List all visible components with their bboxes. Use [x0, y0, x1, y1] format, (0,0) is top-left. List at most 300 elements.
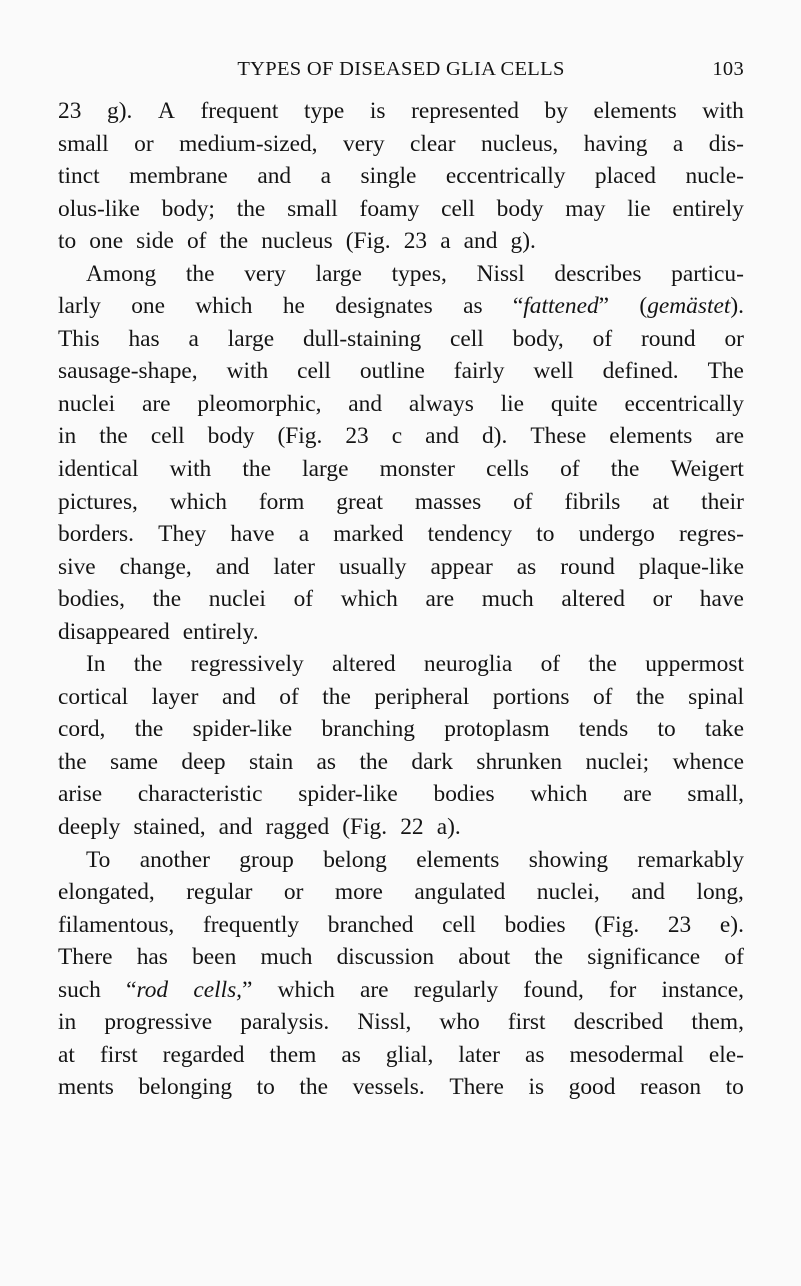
text-fragment: very [244, 260, 286, 287]
text-fragment: for [609, 976, 637, 1003]
word [720, 909, 744, 942]
word [587, 941, 700, 974]
text-fragment: first [99, 1041, 138, 1068]
text-fragment: ragged [265, 814, 330, 841]
text-fragment: neuroglia [423, 651, 513, 678]
word [449, 1071, 504, 1104]
word [361, 160, 417, 193]
word [86, 844, 110, 877]
word [662, 974, 744, 1007]
word [374, 681, 469, 714]
text-fragment: ele- [708, 1041, 744, 1068]
text-fragment: which [530, 781, 588, 808]
word [86, 648, 106, 681]
text-fragment: with [226, 358, 269, 385]
word [297, 355, 331, 388]
text-fragment: body [496, 195, 544, 222]
text-fragment: defined. [602, 358, 679, 385]
word [513, 486, 533, 519]
text-fragment: are [425, 586, 455, 613]
word [257, 160, 291, 193]
text-fragment: a [672, 130, 684, 157]
text-fragment: sive [58, 553, 96, 580]
word [425, 420, 459, 453]
text-line [58, 486, 744, 519]
word [239, 844, 294, 877]
text-fragment: layer [151, 683, 199, 710]
text-fragment: as [316, 748, 337, 775]
text-line [58, 909, 744, 942]
word [58, 420, 76, 453]
text-fragment: been [192, 944, 237, 971]
text-fragment: of [293, 586, 314, 613]
text-fragment: tinct [58, 163, 100, 190]
text-fragment: spider-like [298, 781, 398, 808]
text-fragment: entirely [672, 195, 744, 222]
text-line [58, 355, 744, 388]
text-fragment: and [221, 683, 256, 710]
text-fragment: the [635, 683, 665, 710]
word [702, 95, 744, 128]
text-fragment: A [157, 98, 175, 124]
word [579, 518, 655, 551]
text-line [58, 388, 744, 421]
word [58, 616, 176, 649]
word [58, 290, 101, 323]
text-fragment: described [573, 1009, 664, 1036]
word [58, 974, 101, 1007]
word [534, 941, 563, 974]
text-fragment: fibrils [564, 488, 621, 515]
text-fragment: take [705, 716, 744, 743]
text-fragment: are [141, 390, 171, 417]
text-fragment: “ [512, 293, 524, 320]
word [107, 95, 132, 128]
word [203, 909, 299, 942]
text-fragment: deeply [58, 814, 121, 841]
word [533, 355, 573, 388]
running-head [58, 58, 744, 88]
text-fragment: (Fig. [277, 423, 323, 450]
word [482, 420, 507, 453]
word [58, 551, 96, 584]
word [668, 909, 691, 942]
text-fragment: types, [391, 260, 447, 287]
text-line [58, 160, 744, 193]
text-fragment: Nissl [476, 260, 525, 287]
word [640, 1071, 701, 1104]
word [537, 876, 600, 909]
word [277, 420, 322, 453]
word [357, 1006, 411, 1039]
word [323, 844, 387, 877]
word [505, 909, 566, 942]
word [430, 551, 492, 584]
word [414, 876, 505, 909]
text-fragment: (Fig. [594, 911, 640, 938]
word [58, 1071, 114, 1104]
word [493, 681, 570, 714]
word [332, 648, 396, 681]
text-line [58, 258, 744, 291]
text-fragment: later [273, 553, 315, 580]
word [696, 876, 743, 909]
word [641, 323, 696, 356]
word [477, 258, 525, 291]
text-fragment: branching [321, 716, 415, 743]
text-fragment: To [86, 846, 111, 873]
text-fragment: clear [410, 130, 456, 157]
word [200, 95, 278, 128]
word [192, 941, 236, 974]
text-fragment: nuclei [58, 390, 116, 417]
running-title: TYPES OF DISEASED GLIA CELLS [237, 58, 565, 80]
text-fragment: the [133, 651, 163, 678]
word [302, 453, 348, 486]
word [273, 551, 315, 584]
text-fragment: has [128, 325, 160, 352]
text-fragment: lie [627, 195, 651, 222]
text-fragment: of [540, 651, 561, 678]
text-fragment: shrunken [476, 748, 563, 775]
text-fragment: more [334, 879, 383, 906]
word [346, 225, 397, 258]
text-fragment: paralysis. [240, 1009, 330, 1036]
text-fragment: same [109, 748, 159, 775]
text-fragment: “ [126, 976, 137, 1003]
text-fragment: cortical [58, 683, 129, 710]
text-fragment: frequently [202, 911, 300, 938]
text-fragment: long, [696, 879, 744, 906]
text-fragment: tendency [427, 521, 513, 548]
word [565, 193, 605, 226]
word [345, 420, 368, 453]
word [58, 355, 198, 388]
text-fragment: round [560, 553, 615, 580]
word [58, 160, 100, 193]
word [58, 323, 100, 356]
text-line [58, 648, 744, 681]
text-fragment: masses [414, 488, 482, 515]
text-fragment: type [304, 98, 345, 124]
word [528, 1071, 544, 1104]
word [152, 681, 199, 714]
text-fragment: nucle- [685, 163, 744, 190]
text-fragment: of [592, 325, 613, 352]
word [508, 1006, 546, 1039]
word [299, 518, 309, 551]
text-fragment: fairly [453, 358, 505, 385]
word [687, 778, 744, 811]
text-fragment: bodies [433, 781, 495, 808]
text-fragment: and [257, 163, 292, 190]
word [58, 1006, 76, 1039]
text-fragment: monster [379, 456, 455, 483]
word [360, 193, 420, 226]
text-fragment: eccentrically [624, 390, 744, 417]
text-line [58, 811, 744, 844]
word [708, 355, 744, 388]
word [179, 128, 317, 161]
italic-text: gemästet [647, 293, 731, 320]
text-fragment: characteristic [137, 781, 263, 808]
word [304, 95, 344, 128]
text-fragment: significance [587, 944, 701, 971]
text-fragment: quite [550, 390, 598, 417]
word [158, 518, 206, 551]
text-fragment: Among [86, 260, 157, 287]
word [541, 648, 561, 681]
word [424, 648, 512, 681]
word [658, 713, 676, 746]
text-line [58, 876, 744, 909]
word [476, 746, 562, 779]
word [463, 290, 483, 323]
text-fragment: have [699, 586, 744, 613]
word [303, 323, 421, 356]
word [317, 746, 337, 779]
text-fragment: which [277, 976, 335, 1003]
text-fragment: their [701, 488, 744, 515]
word [128, 323, 159, 356]
text-fragment: have [230, 521, 275, 548]
text-fragment: has [136, 944, 168, 971]
word [439, 1006, 479, 1039]
text-fragment: large [227, 325, 275, 352]
word [162, 193, 215, 226]
word [611, 453, 640, 486]
word [138, 778, 263, 811]
word [724, 323, 744, 356]
word [134, 648, 163, 681]
text-fragment: them, [691, 1009, 744, 1036]
word [237, 193, 266, 226]
text-line [58, 746, 744, 779]
text-fragment: cell [297, 358, 331, 385]
text-fragment: The [707, 358, 744, 385]
word [99, 420, 128, 453]
text-fragment: ( [639, 293, 648, 320]
text-fragment: side [136, 228, 174, 255]
text-fragment: very [343, 130, 385, 157]
text-line [58, 681, 744, 714]
text-fragment: cell [441, 195, 475, 222]
text-fragment: regressively [190, 651, 304, 678]
word [151, 420, 185, 453]
word [570, 1039, 684, 1072]
text-fragment: of [513, 488, 533, 515]
word [140, 844, 210, 877]
word [134, 128, 154, 161]
text-fragment: and [425, 423, 459, 450]
word [197, 388, 321, 421]
word [525, 1039, 545, 1072]
word [58, 811, 127, 844]
text-fragment: a [188, 325, 199, 352]
text-line [58, 95, 744, 128]
text-fragment: Weigert [670, 456, 744, 483]
word [181, 746, 225, 779]
word [679, 518, 744, 551]
text-fragment: foamy [359, 195, 420, 222]
word [554, 258, 641, 291]
text-line [58, 583, 744, 616]
word [530, 420, 586, 453]
word [440, 225, 457, 258]
word [100, 1039, 138, 1072]
text-fragment: or [724, 325, 744, 352]
word [129, 160, 228, 193]
word [446, 160, 565, 193]
word [700, 583, 744, 616]
text-fragment: frequent [200, 98, 279, 124]
text-fragment: the [299, 1074, 328, 1101]
text-fragment: spider-like [192, 716, 293, 743]
text-fragment: regular [186, 879, 253, 906]
word [58, 128, 109, 161]
text-line [58, 778, 744, 811]
word [392, 420, 402, 453]
word [392, 258, 447, 291]
text-fragment: in [58, 1009, 77, 1036]
word [359, 746, 388, 779]
word [574, 1006, 664, 1039]
word [625, 388, 744, 421]
text-line [58, 420, 744, 453]
page-number: 103 [712, 58, 744, 80]
text-fragment: nuclei, [536, 879, 600, 906]
word [136, 225, 180, 258]
word [726, 1071, 744, 1104]
word [249, 746, 293, 779]
text-line [58, 193, 744, 226]
text-fragment: in [58, 423, 77, 450]
body-text [58, 95, 744, 1104]
word [652, 486, 669, 519]
word [219, 811, 259, 844]
word [170, 486, 227, 519]
text-fragment: body, [512, 325, 564, 352]
text-fragment: regres- [679, 521, 744, 548]
word [333, 518, 403, 551]
text-fragment: much [260, 944, 313, 971]
text-fragment: them [269, 1041, 317, 1068]
word [195, 290, 252, 323]
text-fragment: is [528, 1074, 545, 1101]
text-fragment: marked [333, 521, 404, 548]
word [513, 323, 564, 356]
word [579, 713, 628, 746]
text-fragment: or [283, 879, 304, 906]
text-fragment: borders. [58, 521, 134, 548]
word [187, 225, 213, 258]
text-fragment: showing [528, 846, 609, 873]
word [530, 778, 587, 811]
text-fragment: to [657, 716, 676, 743]
word [58, 225, 83, 258]
text-fragment: well [533, 358, 574, 385]
word [639, 551, 744, 584]
word [220, 225, 255, 258]
word [701, 486, 744, 519]
text-fragment: spinal [688, 683, 744, 710]
text-fragment: of [279, 683, 299, 710]
text-fragment: glial, [385, 1041, 434, 1068]
word [416, 844, 499, 877]
italic-text: rod [136, 976, 169, 1003]
text-fragment: which [195, 293, 253, 320]
text-fragment: discussion [336, 944, 435, 971]
text-fragment: who [439, 1009, 480, 1036]
text-fragment: with [169, 456, 212, 483]
text-line [58, 844, 744, 877]
word [240, 1006, 329, 1039]
text-fragment: cell [450, 325, 484, 352]
text-fragment: medium-sized, [179, 130, 318, 157]
word [594, 95, 677, 128]
text-fragment: much [481, 586, 534, 613]
text-fragment: to [536, 521, 555, 548]
text-fragment: 23 [58, 98, 82, 124]
text-fragment: regularly [413, 976, 499, 1003]
word [261, 225, 339, 258]
word [593, 681, 613, 714]
text-fragment: filamentous, [58, 911, 175, 938]
word [58, 746, 87, 779]
word [58, 583, 125, 616]
word [222, 681, 256, 714]
text-fragment: belonging [138, 1074, 233, 1101]
text-fragment: and [348, 390, 383, 417]
text-fragment: having [583, 130, 648, 157]
word [189, 323, 199, 356]
word [404, 225, 434, 258]
word [360, 355, 425, 388]
text-fragment: larly [58, 293, 101, 320]
word [266, 811, 336, 844]
text-fragment: dis- [708, 130, 744, 157]
text-fragment: the [152, 586, 182, 613]
text-fragment: mesodermal [569, 1041, 684, 1068]
text-fragment: and [463, 228, 498, 255]
word [560, 551, 615, 584]
text-fragment: olus-like [58, 195, 140, 222]
text-fragment: particu- [671, 260, 744, 287]
word [339, 551, 407, 584]
text-fragment: or [652, 586, 673, 613]
text-fragment: form [258, 488, 305, 515]
text-fragment: pleomorphic, [197, 390, 322, 417]
word [450, 323, 484, 356]
text-fragment: There [58, 944, 113, 971]
text-line [58, 1006, 744, 1039]
text-line [58, 941, 744, 974]
word [193, 974, 252, 1007]
word [639, 290, 744, 323]
text-fragment: altered [561, 586, 625, 613]
text-fragment: elongated, [58, 879, 155, 906]
word [126, 974, 168, 1007]
text-fragment: one [89, 228, 124, 255]
word [328, 909, 414, 942]
text-fragment: of [560, 456, 580, 483]
text-fragment: first [507, 1009, 546, 1036]
word [58, 193, 140, 226]
text-fragment: portions [492, 683, 570, 710]
text-line [58, 225, 744, 258]
text-fragment: the [99, 423, 128, 450]
word [342, 811, 393, 844]
